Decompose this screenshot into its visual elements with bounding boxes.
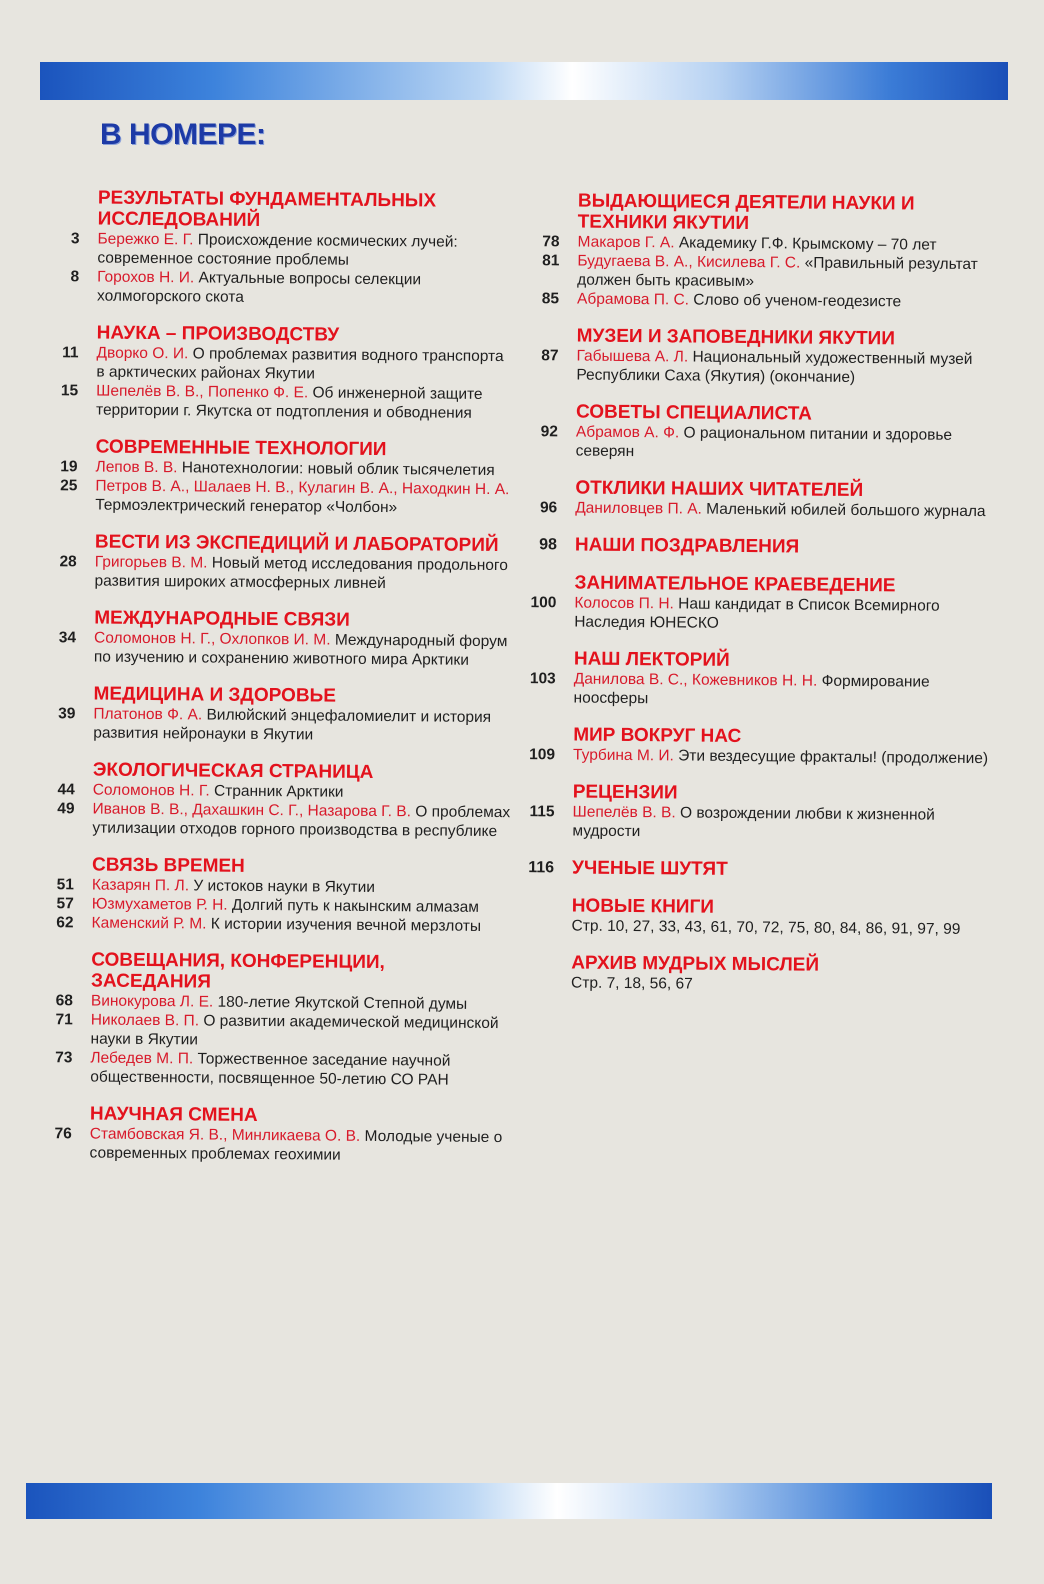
section-title: МЕДИЦИНА И ЗДОРОВЬЕ <box>93 683 337 707</box>
entry-authors: Абрамов А. Ф. <box>575 423 680 442</box>
section-title: УЧЕНЫЕ ШУТЯТ <box>571 857 728 880</box>
entry-title: Актуальные вопросы селекции холмогорского скота <box>96 269 422 306</box>
section-title: СОВЕЩАНИЯ, КОНФЕРЕНЦИИ, ЗАСЕДАНИЯ <box>90 949 385 993</box>
page-number: 25 <box>60 477 78 495</box>
toc-entry[interactable] <box>32 628 512 670</box>
page-number: 8 <box>70 268 80 286</box>
toc-entry[interactable] <box>27 1124 507 1166</box>
page-number: 49 <box>57 800 75 818</box>
section-title: АРХИВ МУДРЫХ МЫСЛЕЙ <box>571 952 820 976</box>
toc-entry[interactable] <box>513 498 997 521</box>
entry-authors: Лебедев М. П. <box>90 1049 194 1068</box>
toc-entry[interactable] <box>29 913 509 936</box>
entry-authors: Колосов П. Н. <box>574 594 674 613</box>
entry-authors: Габышева А. Л. <box>576 347 689 366</box>
entry-title: Формирование ноосферы <box>573 672 930 708</box>
section-title: НОВЫЕ КНИГИ <box>571 895 715 918</box>
entry-authors: Григорьев В. М. <box>94 553 208 572</box>
page-number: 11 <box>62 344 79 362</box>
toc-entry[interactable] <box>515 289 999 312</box>
entry-authors: Юзмухаметов Р. Н. <box>91 895 228 914</box>
page-number: 78 <box>542 233 560 251</box>
toc-entry[interactable] <box>33 476 513 518</box>
entry-authors: Шепелёв В. В., Попенко Ф. Е. <box>96 382 309 402</box>
page-number: 100 <box>530 594 557 612</box>
entry-authors: Каменский Р. М. <box>91 914 207 933</box>
entry-title: Нанотехнологии: новый облик тысячелетия <box>181 459 495 480</box>
toc-section <box>34 322 515 423</box>
entry-title: О рациональном питании и здоровье северян <box>575 424 953 461</box>
page-number: 34 <box>58 629 77 647</box>
entry-title: О проблемах утилизации отходов горного производства в республике <box>92 803 511 841</box>
toc-section <box>514 401 998 464</box>
entry-title: Слово об ученом-геодезисте <box>693 291 902 311</box>
toc-section <box>513 534 997 559</box>
section-title: ВЕСТИ ИЗ ЭКСПЕДИЦИЙ И ЛАБОРАТОРИЙ <box>94 531 499 557</box>
section-title: НАШИ ПОЗДРАВЛЕНИЯ <box>574 534 800 558</box>
entry-title: У истоков науки в Якутии <box>193 877 376 896</box>
page-number: 76 <box>54 1125 72 1143</box>
page-number: 44 <box>57 781 75 799</box>
entry-authors: Винокурова Л. Е. <box>90 992 214 1011</box>
entry-title: Наш кандидат в Список Всемирного Наследия ЮНЕСКО <box>574 595 940 632</box>
toc-section <box>515 190 1000 312</box>
entry-authors: Петров В. А., Шалаев Н. В., Кулагин В. А., Находкин Н. А. <box>95 477 510 499</box>
page-number: 96 <box>539 499 558 517</box>
entry-authors: Дворко О. И. <box>96 344 189 363</box>
entry-title: О проблемах развития водного транспорта в арктических районах Якутии <box>96 345 504 383</box>
section-title: НАУКА – ПРОИЗВОДСТВУ <box>96 322 340 346</box>
toc-entry[interactable] <box>512 593 996 635</box>
page-number: 71 <box>55 1011 73 1029</box>
entry-authors: Николаев В. П. <box>90 1011 200 1030</box>
page-number: 92 <box>540 423 558 441</box>
entry-title: Маленький юбилей большого журнала <box>706 500 986 521</box>
toc-section <box>514 325 998 388</box>
toc-entry[interactable] <box>28 1010 508 1052</box>
entry-authors: Шепелёв В. В. <box>572 803 676 822</box>
toc-entry[interactable] <box>514 346 998 388</box>
entry-authors: Будугаева В. А., Кисилева Г. С. <box>577 252 801 272</box>
page-number: 62 <box>56 914 74 932</box>
entry-title: Новый метод исследования продольного развития широких атмосферных ливней <box>94 554 508 593</box>
toc-entry[interactable] <box>514 422 998 464</box>
entry-authors: Данилова В. С., Кожевников Н. Н. <box>573 670 818 690</box>
toc-section <box>512 572 996 635</box>
entry-authors: Соломонов Н. Г., Охлопков И. М. <box>93 629 331 649</box>
toc-section <box>511 724 995 768</box>
toc-entry[interactable] <box>34 343 514 385</box>
entry-authors: Турбина М. И. <box>572 746 674 765</box>
entry-authors: Стамбовская Я. В., Минликаева О. В. <box>89 1125 361 1145</box>
page-heading: В НОМЕРЕ: <box>100 118 266 151</box>
toc-section <box>32 607 512 670</box>
entry-title: Эти вездесущие фракталы! (продолжение) <box>678 747 989 768</box>
section-title: СВЯЗЬ ВРЕМЕН <box>91 854 245 877</box>
entry-title: Торжественное заседание научной общественности, посвященное 50-летию СО РАН <box>90 1050 451 1089</box>
page-number: 73 <box>55 1049 73 1067</box>
page-number: 116 <box>528 859 555 877</box>
entry-authors: Иванов В. В., Дахашкин С. Г., Назарова Г. В. <box>92 800 412 821</box>
section-title: ЗАНИМАТЕЛЬНОЕ КРАЕВЕДЕНИЕ <box>574 572 896 597</box>
toc-section <box>30 759 511 841</box>
section-title: НАУЧНАЯ СМЕНА <box>89 1103 258 1126</box>
page-references: Стр. 10, 27, 33, 43, 61, 70, 72, 75, 80, 84, 86, 91, 97, 99 <box>571 917 961 938</box>
toc-entry[interactable] <box>510 802 994 844</box>
toc-section <box>509 952 993 996</box>
page-number: 68 <box>55 992 73 1010</box>
section-title: РЕЦЕНЗИИ <box>572 781 678 804</box>
toc-section-header[interactable] <box>510 857 994 882</box>
toc-section <box>511 648 995 711</box>
page-number: 98 <box>539 536 557 554</box>
entry-authors: Бережко Е. Г. <box>97 230 194 249</box>
entry-authors: Даниловцев П. А. <box>575 499 702 518</box>
entry-authors: Казарян П. Л. <box>91 876 190 895</box>
toc-section <box>32 531 512 594</box>
entry-title: Об инженерной защите территории г. Якутска от подтопления и обводнения <box>95 384 483 422</box>
toc-entry[interactable] <box>511 745 995 768</box>
toc-entry[interactable] <box>31 704 511 746</box>
entry-authors: Абрамова П. С. <box>576 290 690 309</box>
page-number: 103 <box>529 670 556 688</box>
toc-left-column <box>27 187 516 1183</box>
toc-entry[interactable] <box>28 1048 508 1090</box>
section-title: ЭКОЛОГИЧЕСКАЯ СТРАНИЦА <box>92 759 374 783</box>
section-title: МЕЖДУНАРОДНЫЕ СВЯЗИ <box>94 607 350 631</box>
page-number: 115 <box>529 803 555 821</box>
page-number: 51 <box>56 876 74 894</box>
entry-title: Странник Арктики <box>213 782 344 801</box>
toc-entry[interactable] <box>30 799 510 841</box>
entry-authors: Лепов В. В. <box>95 458 178 477</box>
toc-section <box>28 949 509 1090</box>
page-number: 39 <box>58 705 76 723</box>
toc-section <box>35 187 516 309</box>
page-number: 87 <box>541 347 559 365</box>
entry-title: Термоэлектрический генератор «Чолбон» <box>95 496 398 517</box>
toc-section <box>29 854 510 936</box>
entry-title: Национальный художественный музей Республики Саха (Якутия) (окончание) <box>576 348 973 386</box>
toc-entry[interactable] <box>35 267 515 309</box>
toc-section <box>27 1103 507 1166</box>
entry-title: 180-летие Якутской Степной думы <box>217 993 468 1013</box>
page-number: 15 <box>60 382 79 400</box>
toc-right-column <box>509 190 1000 1013</box>
toc-entry[interactable] <box>515 251 999 293</box>
section-title: МИР ВОКРУГ НАС <box>573 724 742 747</box>
page-number: 3 <box>70 230 80 248</box>
entry-authors: Платонов Ф. А. <box>93 705 203 724</box>
page-number: 81 <box>542 252 560 270</box>
section-title: НАШ ЛЕКТОРИЙ <box>573 648 730 671</box>
toc-section <box>33 436 514 518</box>
entry-title: Академику Г.Ф. Крымскому – 70 лет <box>678 234 937 254</box>
entry-title: «Правильный результат должен быть красивым» <box>577 254 978 291</box>
page-number: 57 <box>56 895 74 913</box>
toc-section <box>510 857 994 882</box>
section-title: ОТКЛИКИ НАШИХ ЧИТАТЕЛЕЙ <box>575 477 864 502</box>
entry-title: Происхождение космических лучей: современное состояние проблемы <box>97 231 458 269</box>
toc-entry[interactable] <box>35 229 515 271</box>
entry-title: Долгий путь к накынским алмазам <box>231 896 479 916</box>
toc-section-header[interactable] <box>513 534 997 559</box>
entry-title: Молодые ученые о современных проблемах геохимии <box>89 1127 503 1164</box>
toc-section <box>510 781 994 844</box>
entry-title: О развитии академической медицинской науки в Якутии <box>90 1012 499 1049</box>
entry-title: Международный форум по изучению и сохранению животного мира Арктики <box>93 631 508 669</box>
page-number: 85 <box>541 290 560 308</box>
toc-section <box>509 895 993 939</box>
page-number: 19 <box>60 458 78 476</box>
page-number: 109 <box>529 746 556 764</box>
entry-authors: Горохов Н. И. <box>97 268 195 287</box>
entry-authors: Макаров Г. А. <box>577 233 675 252</box>
toc-entry[interactable] <box>34 381 514 423</box>
section-title: МУЗЕИ И ЗАПОВЕДНИКИ ЯКУТИИ <box>576 325 896 350</box>
page-number: 28 <box>59 553 77 571</box>
toc-entry[interactable] <box>511 669 995 711</box>
toc-entry[interactable] <box>32 552 512 594</box>
entry-title: О возрождении любви к жизненной мудрости <box>572 804 935 841</box>
entry-title: К истории изучения вечной мерзлоты <box>210 915 482 935</box>
section-title: СОВРЕМЕННЫЕ ТЕХНОЛОГИИ <box>95 436 387 461</box>
section-title: ВЫДАЮЩИЕСЯ ДЕЯТЕЛИ НАУКИ И ТЕХНИКИ ЯКУТИИ <box>577 190 915 235</box>
top-gradient-bar <box>40 62 1008 100</box>
toc-section <box>31 683 511 746</box>
section-title: СОВЕТЫ СПЕЦИАЛИСТА <box>575 401 812 425</box>
page-references: Стр. 7, 18, 56, 67 <box>571 974 693 993</box>
entry-title: Вилюйский энцефаломиелит и история развития нейронауки в Якутии <box>93 706 492 744</box>
entry-authors: Соломонов Н. Г. <box>92 781 210 800</box>
bottom-gradient-bar <box>26 1483 992 1519</box>
section-title: РЕЗУЛЬТАТЫ ФУНДАМЕНТАЛЬНЫХ ИССЛЕДОВАНИЙ <box>97 187 437 231</box>
toc-section <box>513 477 997 521</box>
